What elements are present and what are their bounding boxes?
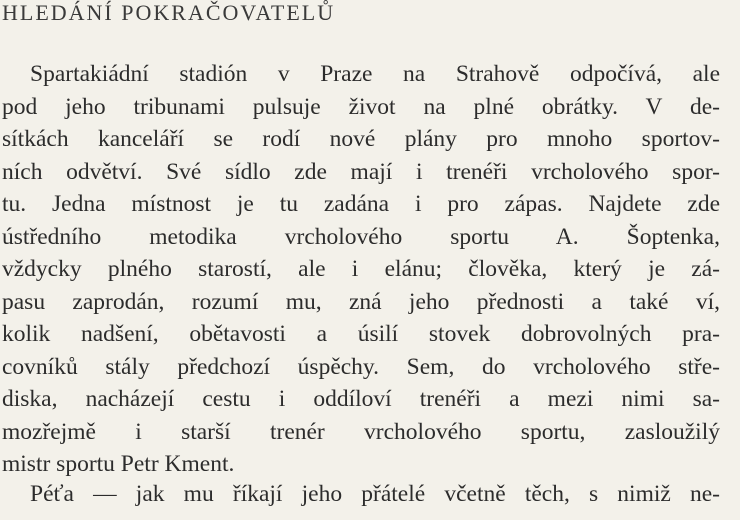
- text-line: pasu zaprodán, rozumí mu, zná jeho přednosti a také ví,: [2, 288, 720, 315]
- text-line: covníků stály předchozí úspěchy. Sem, do vrcholového stře-: [2, 353, 720, 380]
- text-line: mozřejmě i starší trenér vrcholového sportu, zasloužilý: [2, 418, 720, 445]
- text-line: Péťa — jak mu říkají jeho přátelé včetně těch, s nimiž ne-: [30, 481, 720, 507]
- paragraph-2: [30, 478, 720, 511]
- text-line: Spartakiádní stadión v Praze na Strahově odpočívá, ale: [30, 61, 720, 87]
- text-line: kolik nadšení, obětavosti a úsilí stovek dobrovolných pra-: [2, 321, 720, 347]
- text-line: tu. Jedna místnost je tu zadána i pro zápas. Najdete zde: [2, 191, 720, 217]
- text-line: vždycky plného starostí, ale i elánu; člověka, který je zá-: [2, 256, 720, 282]
- section-heading: HLEDÁNÍ POKRAČOVATELŮ: [2, 0, 336, 25]
- paragraph-1: [2, 58, 720, 481]
- text-line: ních odvětví. Své sídlo zde mají i trenéři vrcholového spor-: [2, 158, 720, 185]
- text-line: sítkách kanceláří se rodí nové plány pro mnoho sportov-: [2, 126, 720, 152]
- text-line: mistr sportu Petr Kment.: [2, 451, 235, 477]
- text-line: pod jeho tribunami pulsuje život na plné obrátky. V de-: [2, 93, 720, 120]
- text-line: diska, nacházejí cestu i oddíloví trenéři a mezi nimi sa-: [2, 386, 720, 412]
- text-line: ústředního metodika vrcholového sportu A. Šoptenka,: [2, 223, 720, 250]
